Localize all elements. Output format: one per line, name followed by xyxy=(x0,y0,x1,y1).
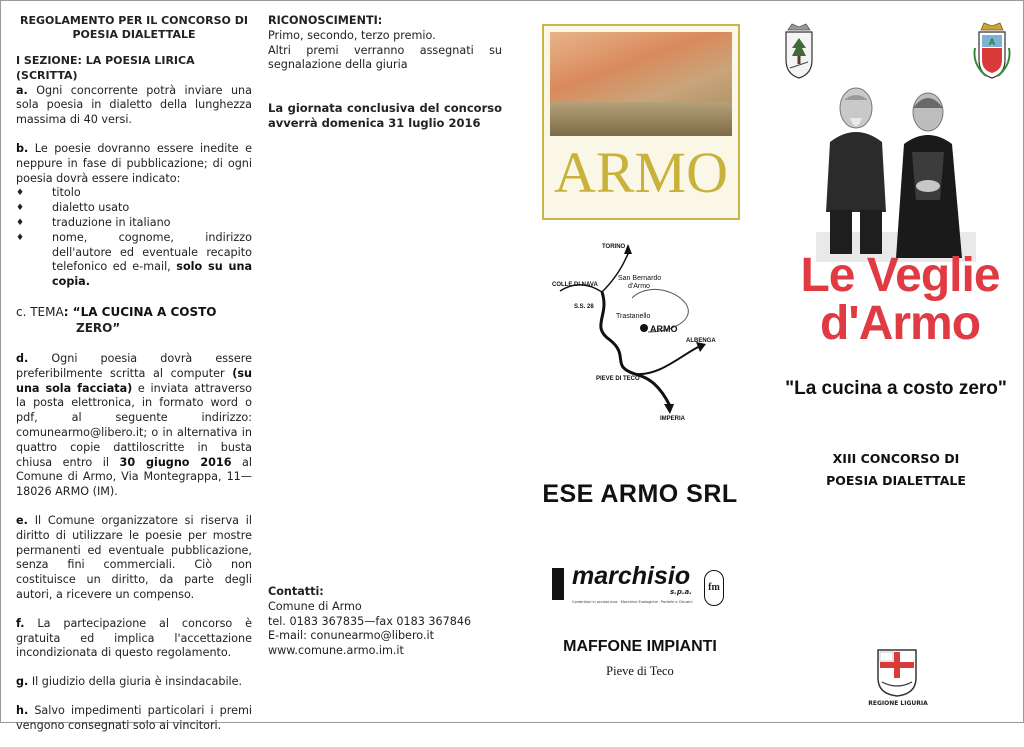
rule-c-theme: c. TEMA: “LA CUCINA A COSTO ZERO” xyxy=(16,304,217,335)
contact-line: Comune di Armo xyxy=(268,599,362,613)
marchisio-name: marchisio xyxy=(572,562,691,590)
rule-d: d. Ogni poesia dovrà essere preferibilmente scritta al computer (su una sola facciata) e inviata attraverso la posta elettronica, in formato word o pdf, al seguente indirizzo: comunearmo@libero.it; o in alternativa in quattro copie dattiloscritte in busta chiusa entro il 30 giugno 2016 al Comune di Armo, Via Montegrappa, 11—18026 ARMO (IM). xyxy=(16,351,253,499)
giornata-conclusiva: La giornata conclusiva del concorso avverrà domenica 31 luglio 2016 xyxy=(268,101,502,130)
map-main-road xyxy=(601,292,670,406)
rules-header: REGOLAMENTO PER IL CONCORSO DI POESIA DIALETTALE xyxy=(20,14,248,41)
map-label-pieve: PIEVE DI TECO xyxy=(596,376,640,382)
map-label-sanbernardo: San Bernardo xyxy=(618,275,662,282)
map-label-darmo: d'Armo xyxy=(628,283,650,290)
sponsor-maffone: MAFFONE IMPIANTI xyxy=(563,638,717,655)
map-road-albenga xyxy=(635,346,700,374)
rules-panel xyxy=(16,14,252,747)
comune-coat-of-arms-icon xyxy=(972,20,1012,82)
riconoscimenti-title: RICONOSCIMENTI: xyxy=(268,14,383,27)
map-label-albenga: ALBENGA xyxy=(686,338,716,344)
contact-line: www.comune.armo.im.it xyxy=(268,644,404,658)
regione-label: REGIONE LIGURIA xyxy=(868,700,928,707)
contacts xyxy=(268,585,502,659)
map-label-imperia: IMPERIA xyxy=(660,416,686,422)
sponsor-ese-armo: ESE ARMO SRL xyxy=(542,480,738,508)
map-label-armo: ARMO xyxy=(650,324,678,334)
map-armo-dot xyxy=(640,324,648,332)
main-title-line1: Le Veglie xyxy=(800,249,1000,302)
fm-badge: fm xyxy=(704,570,724,606)
rule-b-list xyxy=(16,186,252,290)
rule-h: h. Salvo impedimenti particolari i premi vengono consegnati solo ai vincitori. xyxy=(16,703,252,732)
rule-a: a. Ogni concorrente potrà inviare una sola poesia in dialetto della lunghezza massima di 40 versi. xyxy=(16,83,252,127)
list-item: ♦ titolo xyxy=(16,186,252,201)
riconoscimenti-line: Primo, secondo, terzo premio. xyxy=(268,28,436,42)
main-title-line2: d'Armo xyxy=(819,297,981,350)
contact-line: E-mail: conunearmo@libero.it xyxy=(268,629,434,643)
rule-f: f. La partecipazione al concorso è gratuita ed implica l'accettazione incondizionata di questo regolamento. xyxy=(16,616,252,660)
road-map xyxy=(550,236,726,422)
rule-b: b. Le poesie dovranno essere inedite e neppure in fase di pubblicazione; di ogni poesia dovrà essere indicato: xyxy=(16,141,253,185)
regione-liguria-logo-icon xyxy=(874,646,920,698)
armo-logo xyxy=(542,24,740,220)
armo-logo-text: ARMO xyxy=(553,140,729,205)
marchisio-logo-icon xyxy=(552,568,564,600)
main-subtitle: "La cucina a costo zero" xyxy=(785,378,1007,399)
sponsor-maffone-place: Pieve di Teco xyxy=(606,664,674,678)
rule-g: g. Il giudizio della giuria è insindacabile. xyxy=(16,675,243,689)
info-panel xyxy=(268,14,502,131)
map-label-road: S.S. 28 xyxy=(574,304,594,310)
armo-logo-painting xyxy=(550,32,732,136)
sponsor-marchisio xyxy=(552,562,732,612)
rule-e: e. Il Comune organizzatore si riserva il diritto di utilizzare le poesie per mostre permanenti ed eventuale pubblicazione, senza fini commerciali. Ciò non costituisce un diritto, da parte degli autori, a ricevere un compenso. xyxy=(16,513,252,601)
sponsor-panel xyxy=(512,0,768,723)
concorso-line2: POESIA DIALETTALE xyxy=(826,473,966,488)
elderly-couple-photo xyxy=(816,82,976,262)
riconoscimenti-line: Altri premi verranno assegnati su segnalazione della giuria xyxy=(268,43,502,72)
marchisio-tagline: Contenitori in acciaio inox · Macchine Enologiche · Portelle e Chiusini xyxy=(572,600,693,604)
map-arrow xyxy=(664,404,674,414)
cover-panel xyxy=(768,0,1024,723)
village-image xyxy=(550,102,732,136)
section-title: I SEZIONE: LA POESIA LIRICA (SCRITTA) xyxy=(16,54,195,82)
svg-text:A: A xyxy=(988,37,996,47)
contatti-title: Contatti: xyxy=(268,585,324,598)
list-item: ♦ dialetto usato xyxy=(16,201,252,216)
map-label-trastanello: Trastanello xyxy=(616,313,651,320)
list-item: ♦ traduzione in italiano xyxy=(16,216,252,231)
map-label-torino: TORINO xyxy=(602,244,626,250)
contact-line: tel. 0183 367835—fax 0183 367846 xyxy=(268,614,472,628)
concorso-line1: XIII CONCORSO DI xyxy=(832,451,960,466)
marchisio-spa: s.p.a. xyxy=(670,588,692,596)
list-item: ♦ nome, cognome, indirizzo dell'autore ed eventuale recapito telefonico ed e-mail, solo su una copia. xyxy=(16,231,252,290)
armo-coat-of-arms-icon xyxy=(782,22,816,80)
map-label-colle: COLLE DI NAVA xyxy=(552,282,598,288)
